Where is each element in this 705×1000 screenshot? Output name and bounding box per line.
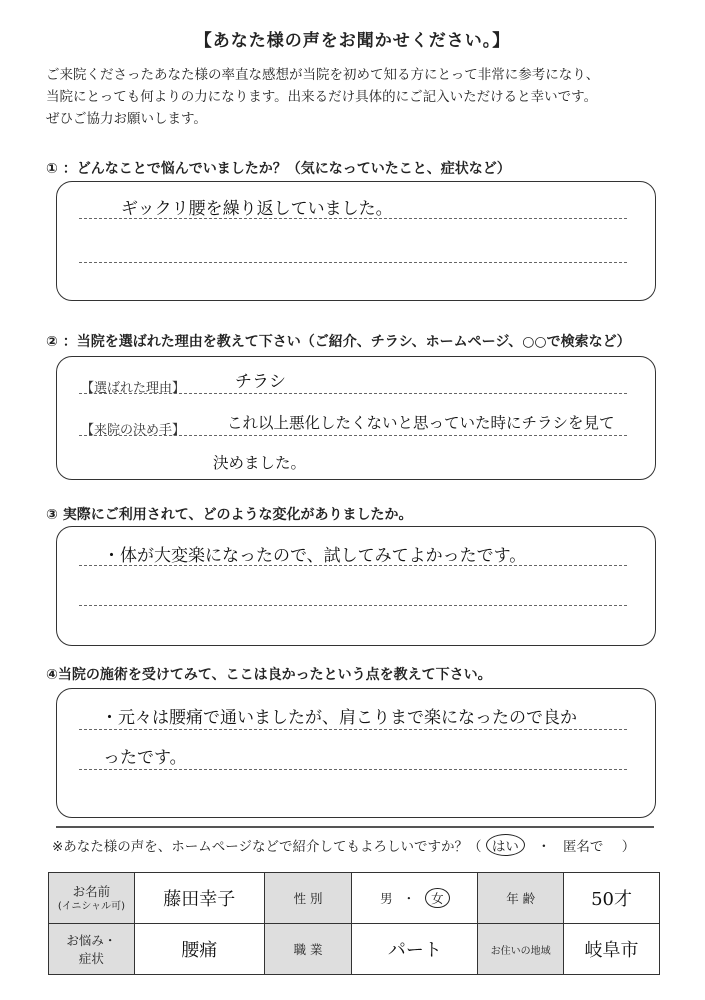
job-value: パート (387, 940, 442, 961)
worry-header (49, 924, 135, 975)
reason-label: 【選ばれた理由】 (81, 381, 186, 396)
decider-label: 【来院の決め手】 (81, 423, 186, 438)
consent-question: ※あなた様の声を、ホームページなどで紹介してもよろしいですか？（ (52, 839, 482, 855)
job-cell[interactable] (352, 924, 478, 975)
age-header: 年 齢 (478, 873, 564, 924)
answer-line (79, 729, 627, 730)
answer-line (79, 769, 627, 770)
question-1-answer-box[interactable] (56, 181, 656, 301)
answer-line (79, 262, 627, 263)
intro-line: ぜひご協力お願いします。 (46, 111, 207, 127)
area-header: お住いの地域 (478, 924, 564, 975)
question-2-answer-box[interactable] (56, 356, 656, 480)
divider (56, 826, 654, 828)
age-cell[interactable] (564, 873, 660, 924)
gender-header: 性 別 (264, 873, 352, 924)
decider-answer-line-2: 決めました。 (213, 454, 307, 472)
question-4-answer-box[interactable] (56, 688, 656, 818)
worry-label-line-1: お悩み・ (66, 933, 117, 948)
answer-line (79, 218, 627, 219)
decider-answer-line-1: これ以上悪化したくないと思っていた時にチラシを見て (227, 414, 615, 432)
gender-separator: ・ (402, 891, 416, 906)
area-cell[interactable] (564, 924, 660, 975)
worry-cell[interactable] (134, 924, 264, 975)
intro-line: 当院にとっても何よりの力になります。出来るだけ具体的にご記入いただけると幸いです。 (46, 89, 598, 105)
gender-female-option[interactable]: 女 (425, 888, 450, 908)
intro-text (46, 64, 666, 130)
name-label: お名前 (72, 884, 111, 899)
reason-answer: チラシ (235, 372, 286, 392)
question-4-answer-line-1: ・元々は腰痛で通いましたが、肩こりまで楽になったので良か (101, 708, 577, 728)
question-4-answer-line-2: ったです。 (103, 748, 187, 768)
consent-close: ） (621, 839, 636, 855)
job-header: 職 業 (264, 924, 352, 975)
consent-separator: ・ (537, 839, 551, 855)
question-2-label: ② ：当院を選ばれた理由を教えて下さい（ご紹介、チラシ、ホームページ、○○で検索など） (46, 334, 631, 350)
age-value: 50才 (591, 889, 632, 910)
consent-anonymous-option[interactable]: 匿名で (562, 839, 604, 855)
respondent-info-table (48, 872, 660, 975)
question-3-answer: ・体が大変楽になったので、試してみてよかったです。 (103, 546, 527, 566)
question-4-label: ④当院の施術を受けてみて、ここは良かったという点を教えて下さい。 (46, 667, 492, 683)
question-1-label: ① ：どんなことで悩んでいましたか？（気になっていたこと、症状など） (46, 161, 511, 177)
answer-line (79, 565, 627, 566)
form-title: 【あなた様の声をお聞かせください。】 (194, 31, 511, 51)
publish-consent (52, 834, 635, 856)
gender-male-option[interactable]: 男 (380, 891, 393, 906)
name-note: (イニシャル可) (57, 901, 126, 912)
question-3-answer-box[interactable] (56, 526, 656, 646)
name-header (49, 873, 135, 924)
worry-value: 腰痛 (181, 940, 218, 961)
answer-line (79, 393, 627, 394)
worry-label-line-2: 症状 (78, 951, 104, 966)
name-cell[interactable] (134, 873, 264, 924)
name-value: 藤田幸子 (163, 889, 236, 910)
answer-line (79, 435, 627, 436)
question-3-label: ③ 実際にご利用されて、どのような変化がありましたか。 (46, 507, 413, 523)
area-value: 岐阜市 (584, 940, 639, 961)
consent-yes-option[interactable]: はい (486, 834, 525, 856)
intro-line: ご来院くださったあなた様の率直な感想が当院を初めて知る方にとって非常に参考になり、 (46, 67, 600, 83)
answer-line (79, 605, 627, 606)
gender-cell[interactable] (352, 873, 478, 924)
question-1-answer: ギックリ腰を繰り返していました。 (121, 199, 393, 219)
